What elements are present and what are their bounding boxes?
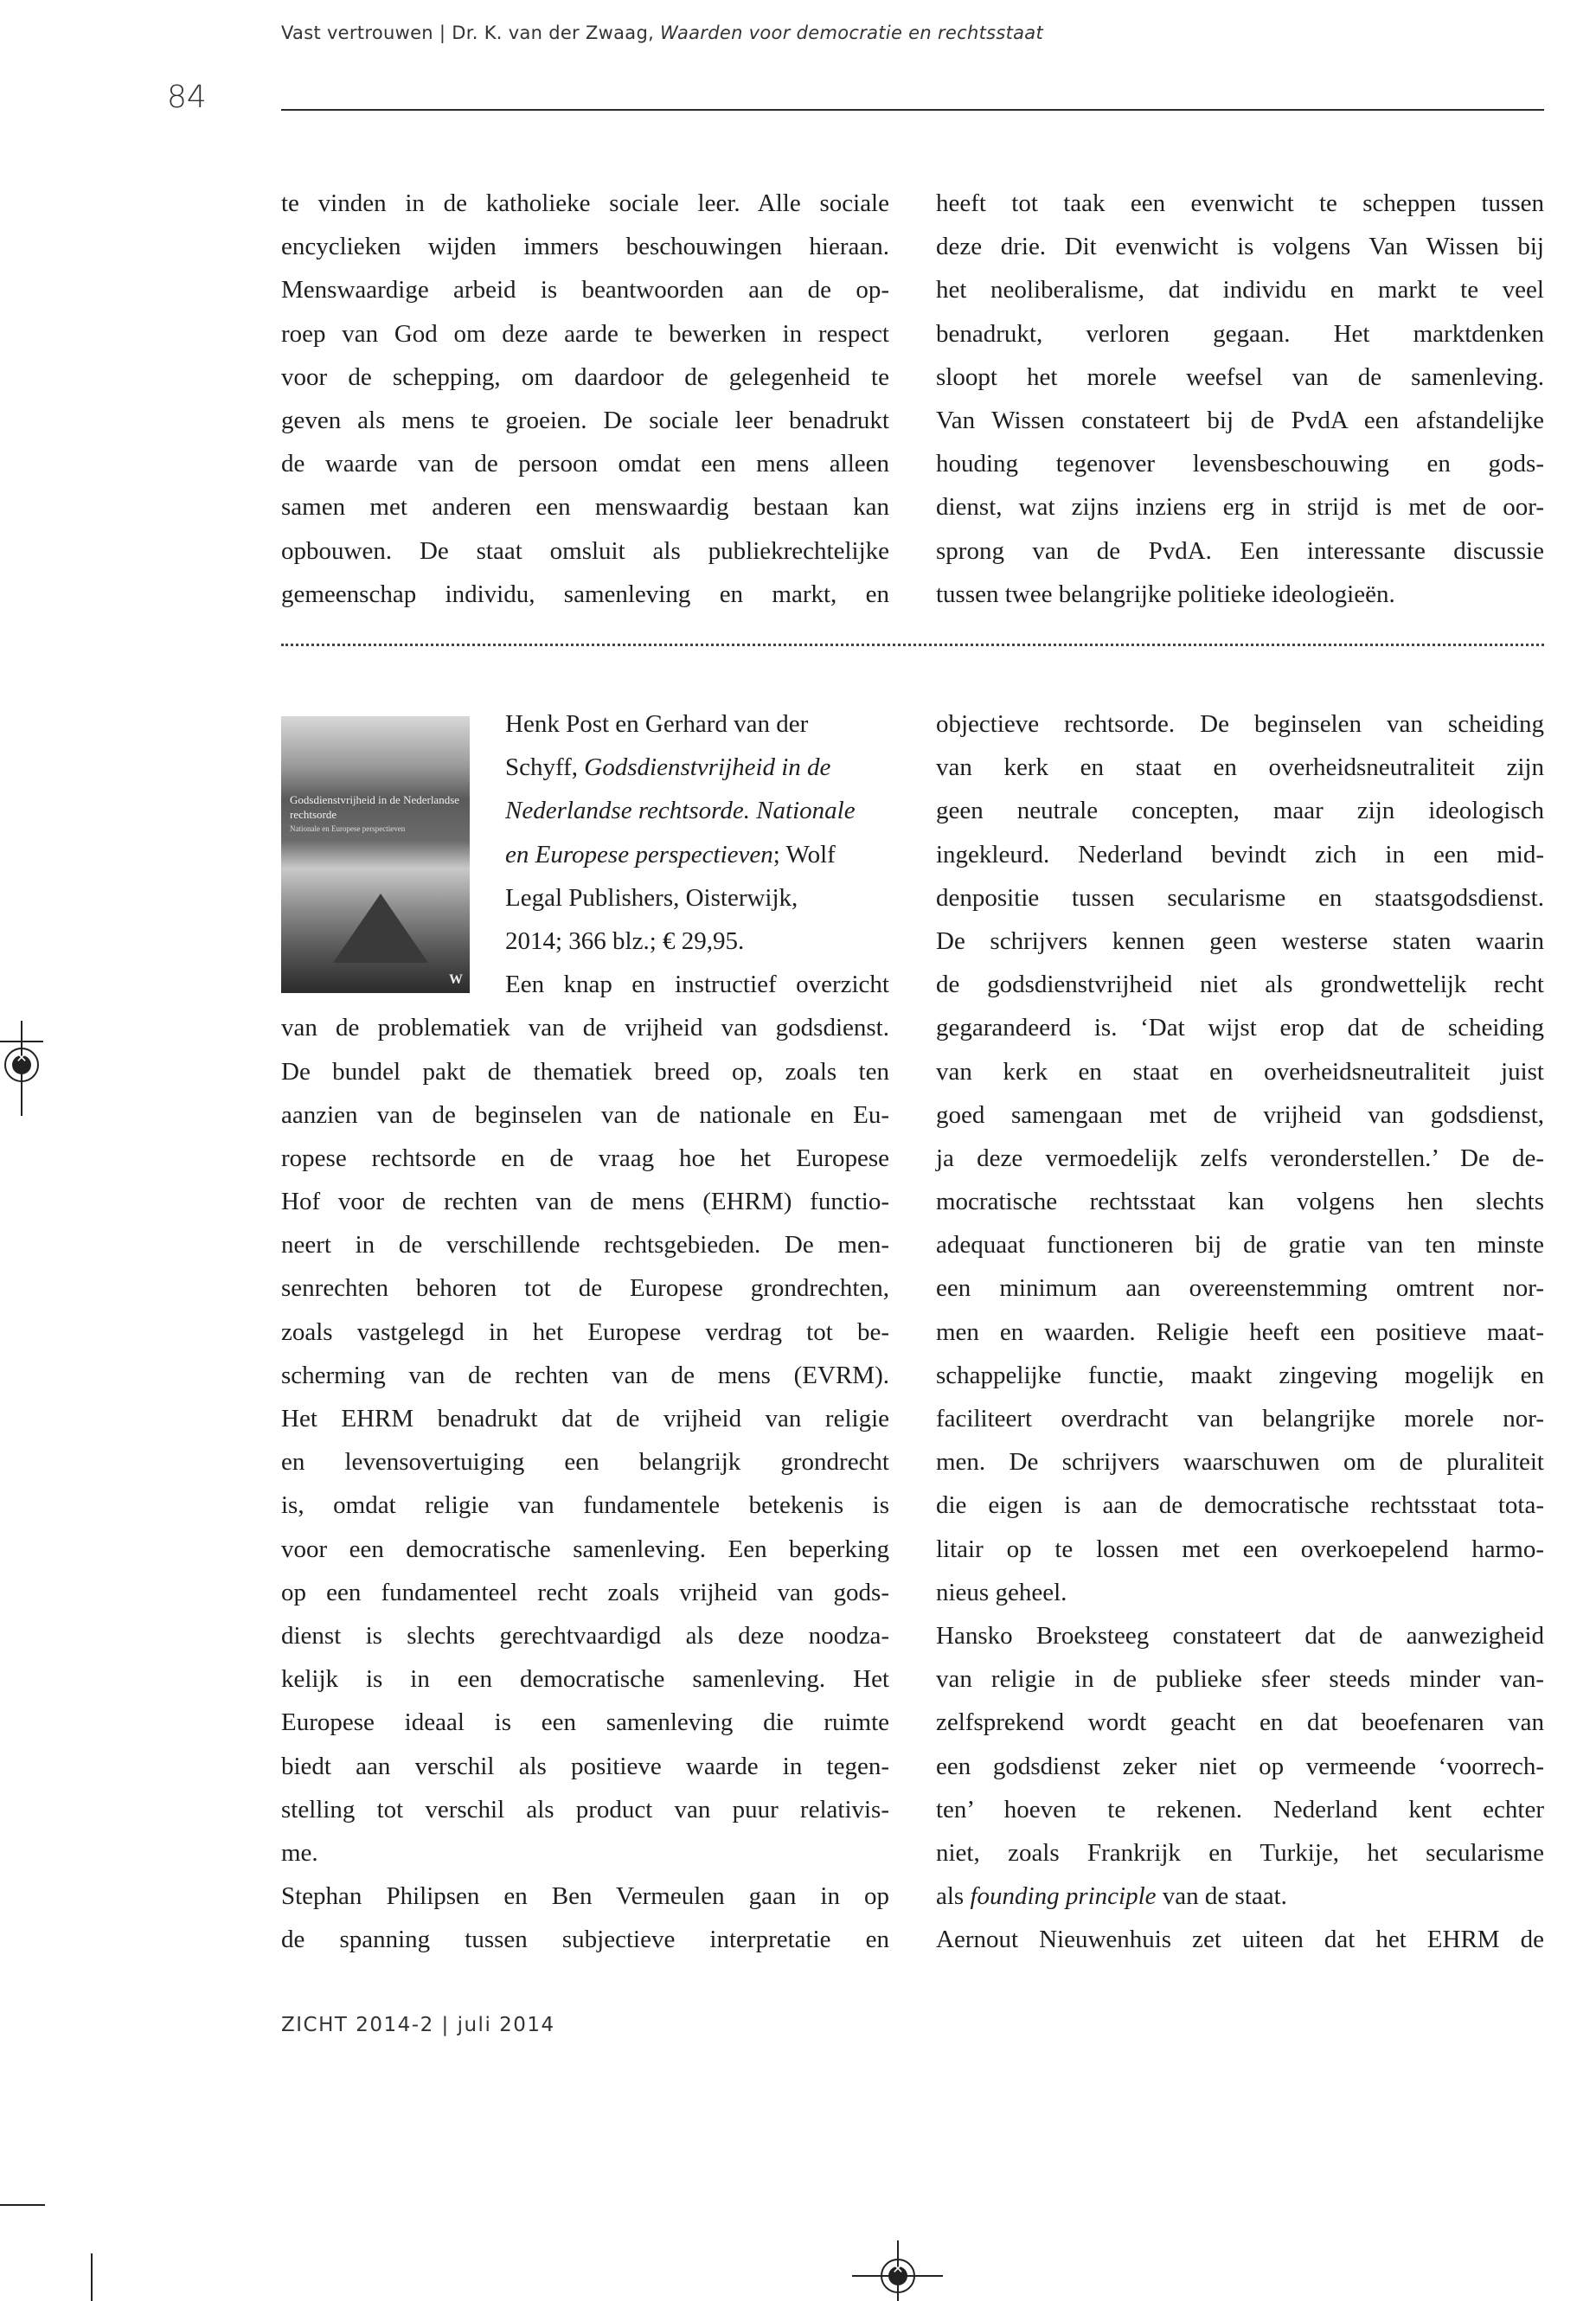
text-line: litair op te lossen met een overkoepelend harmo-	[936, 1535, 1544, 1563]
text-line: senrechten behoren tot de Europese grondrechten,	[281, 1274, 889, 1303]
text-line: is, omdat religie van fundamentele betekenis is	[281, 1491, 889, 1520]
text-line: Stephan Philipsen en Ben Vermeulen gaan in op	[281, 1882, 889, 1911]
text-span: ; Wolf	[772, 840, 836, 868]
text-line: van kerk en staat en overheidsneutraliteit juist	[936, 1057, 1544, 1086]
text-span: Schyff,	[505, 753, 585, 782]
crop-mark	[91, 2253, 93, 2301]
text-line: van de problematiek van de vrijheid van godsdienst.	[281, 1014, 889, 1042]
text-line: Aernout Nieuwenhuis zet uiteen dat het EHRM de	[936, 1926, 1544, 1954]
text-line: geen neutrale concepten, maar zijn ideologisch	[936, 797, 1544, 825]
text-line: Hof voor de rechten van de mens (EHRM) functio-	[281, 1188, 889, 1216]
running-header	[281, 22, 1043, 43]
top-left-column	[281, 182, 889, 616]
text-line: Het EHRM benadrukt dat de vrijheid van religie	[281, 1405, 889, 1433]
cover-title: Godsdienstvrijheid in de Nederlandse rechtsorde	[290, 793, 460, 821]
text-line: Menswaardige arbeid is beantwoorden aan de op-	[281, 276, 889, 304]
text-line: niet, zoals Frankrijk en Turkije, het secularisme	[936, 1838, 1544, 1867]
text-line: 2014; 366 blz.; € 29,95.	[505, 926, 745, 955]
page-footer: ZICHT 2014-2 | juli 2014	[281, 2014, 555, 2036]
text-line: de godsdienstvrijheid niet als grondwettelijk recht	[936, 971, 1544, 999]
running-title: Vast vertrouwen	[281, 22, 433, 43]
text-line: voor een democratische samenleving. Een beperking	[281, 1535, 889, 1563]
text-line: aanzien van de beginselen van de nationale en Eu-	[281, 1100, 889, 1129]
text-line: encyclieken wijden immers beschouwingen hieraan.	[281, 233, 889, 261]
page-number: 84	[167, 80, 207, 115]
text-line: dienst is slechts gerechtvaardigd als deze noodza-	[281, 1621, 889, 1650]
publisher-logo: W	[449, 972, 463, 987]
text-span: van de staat.	[1156, 1882, 1287, 1911]
text-line: samen met anderen een menswaardig bestaan kan	[281, 493, 889, 522]
text-line: ropese rechtsorde en de vraag hoe het Europese	[281, 1144, 889, 1172]
text-line: gemeenschap individu, samenleving en markt, en	[281, 580, 889, 608]
text-line: die eigen is aan de democratische rechtsstaat tota-	[936, 1491, 1544, 1520]
text-line: objectieve rechtsorde. De beginselen van scheiding	[936, 710, 1544, 738]
top-right-column	[936, 182, 1544, 616]
text-line: sloopt het morele weefsel van de samenleving.	[936, 362, 1544, 391]
text-line: en levensovertuiging een belangrijk grondrecht	[281, 1448, 889, 1477]
text-line: denpositie tussen secularisme en staatsgodsdienst.	[936, 883, 1544, 912]
text-line: tussen twee belangrijke politieke ideologieën.	[936, 580, 1395, 608]
text-line: me.	[281, 1838, 318, 1867]
header-separator: |	[439, 22, 446, 43]
text-line: ten’ hoeven te rekenen. Nederland kent echter	[936, 1795, 1544, 1823]
text-line	[505, 833, 889, 876]
text-line: kelijk is in een democratische samenleving. Het	[281, 1665, 889, 1694]
text-line: Hansko Broeksteeg constateert dat de aanwezigheid	[936, 1621, 1544, 1650]
text-line: dienst, wat zijns inziens erg in strijd is met de oor-	[936, 493, 1544, 522]
registration-mark-icon	[881, 2259, 915, 2293]
text-line: de waarde van de persoon omdat een mens alleen	[281, 450, 889, 478]
text-line: De schrijvers kennen geen westerse staten waarin	[936, 926, 1544, 955]
italic-text: founding principle	[970, 1882, 1157, 1911]
text-line: heeft tot taak een evenwicht te scheppen tussen	[936, 189, 1544, 217]
text-line: een minimum aan overeenstemming omtrent nor-	[936, 1274, 1544, 1303]
text-line	[936, 1875, 1544, 1918]
header-article-title: Waarden voor democratie en rechtsstaat	[660, 22, 1044, 43]
text-line: op een fundamenteel recht zoals vrijheid van gods-	[281, 1578, 889, 1606]
italic-text: Nederlandse rechtsorde. Nationale	[505, 797, 856, 825]
text-line: ingekleurd. Nederland bevindt zich in een mid-	[936, 840, 1544, 868]
text-line: Van Wissen constateert bij de PvdA een afstandelijke	[936, 406, 1544, 434]
text-line: ja deze vermoedelijk zelfs veronderstellen.’ De de-	[936, 1144, 1544, 1172]
text-line: biedt aan verschil als positieve waarde in tegen-	[281, 1752, 889, 1780]
registration-mark-icon	[4, 1048, 39, 1082]
text-line: het neoliberalisme, dat individu en markt te veel	[936, 276, 1544, 304]
text-line: Europese ideaal is een samenleving die ruimte	[281, 1708, 889, 1737]
text-line: Legal Publishers, Oisterwijk,	[505, 883, 798, 912]
header-author: Dr. K. van der Zwaag,	[452, 22, 655, 43]
text-line: Een knap en instructief overzicht	[505, 971, 889, 999]
text-line: adequaat functioneren bij de gratie van ten minste	[936, 1231, 1544, 1259]
text-line: men. De schrijvers waarschuwen om de pluraliteit	[936, 1448, 1544, 1477]
text-span: als	[936, 1882, 971, 1911]
text-line: een godsdienst zeker niet op vermeende ‘voorrech-	[936, 1752, 1544, 1780]
italic-text: Godsdienstvrijheid in de	[584, 753, 831, 782]
cover-subtitle: Nationale en Europese perspectieven	[290, 824, 406, 833]
text-line: houding tegenover levensbeschouwing en gods-	[936, 450, 1544, 478]
text-line: roep van God om deze aarde te bewerken in respect	[281, 319, 889, 348]
text-line: van religie in de publieke sfeer steeds minder van-	[936, 1665, 1544, 1694]
italic-text: en Europese perspectieven	[505, 840, 773, 868]
bottom-right-column	[936, 702, 1544, 1961]
text-line: schappelijke functie, maakt zingeving mogelijk en	[936, 1361, 1544, 1389]
crop-mark	[0, 2204, 45, 2206]
text-line: van kerk en staat en overheidsneutraliteit zijn	[936, 753, 1544, 782]
dotted-separator	[281, 644, 1544, 646]
text-line: deze drie. Dit evenwicht is volgens Van Wissen bij	[936, 233, 1544, 261]
text-line: benadrukt, verloren gegaan. Het marktdenken	[936, 319, 1544, 348]
text-line: nieus geheel.	[936, 1578, 1067, 1606]
text-line: voor de schepping, om daardoor de gelegenheid te	[281, 362, 889, 391]
text-line: zoals vastgelegd in het Europese verdrag tot be-	[281, 1317, 889, 1346]
text-line: faciliteert overdracht van belangrijke morele nor-	[936, 1405, 1544, 1433]
text-line: mocratische rechtsstaat kan volgens hen slechts	[936, 1188, 1544, 1216]
text-line: De bundel pakt de thematiek breed op, zoals ten	[281, 1057, 889, 1086]
text-line: neert in de verschillende rechtsgebieden. De men-	[281, 1231, 889, 1259]
text-line: gegarandeerd is. ‘Dat wijst erop dat de scheiding	[936, 1014, 1544, 1042]
text-line: zelfsprekend wordt geacht en dat beoefenaren van	[936, 1708, 1544, 1737]
text-line: opbouwen. De staat omsluit als publiekrechtelijke	[281, 536, 889, 565]
text-line: Henk Post en Gerhard van der	[505, 710, 809, 738]
text-line: de spanning tussen subjectieve interpretatie en	[281, 1926, 889, 1954]
text-line: te vinden in de katholieke sociale leer. Alle sociale	[281, 189, 889, 217]
bottom-left-column	[281, 702, 889, 1961]
text-line	[505, 789, 889, 832]
text-line: stelling tot verschil als product van puur relativis-	[281, 1795, 889, 1823]
text-line: goed samengaan met de vrijheid van godsdienst,	[936, 1100, 1544, 1129]
text-line: scherming van de rechten van de mens (EVRM).	[281, 1361, 889, 1389]
text-line	[505, 746, 889, 789]
header-rule	[281, 109, 1544, 111]
text-line: geven als mens te groeien. De sociale leer benadrukt	[281, 406, 889, 434]
text-line: men en waarden. Religie heeft een positieve maat-	[936, 1317, 1544, 1346]
text-line: sprong van de PvdA. Een interessante discussie	[936, 536, 1544, 565]
